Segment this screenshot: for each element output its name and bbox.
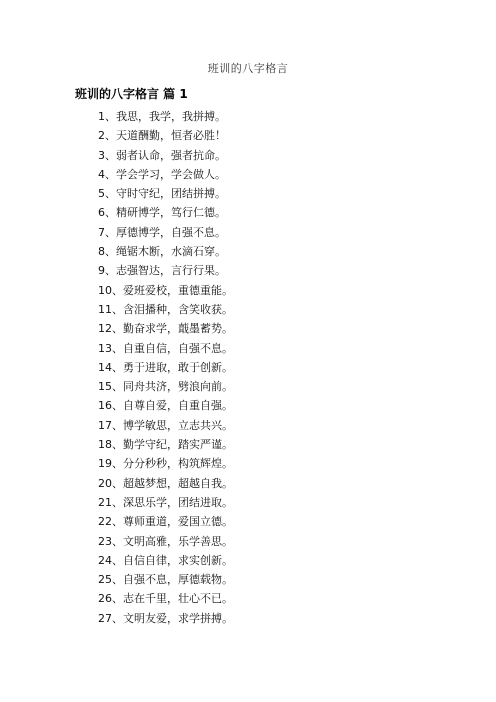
list-item: 1、我思，我学，我拼搏。 — [98, 110, 226, 123]
list-item: 16、自尊自爱，自重自强。 — [98, 399, 233, 413]
list-item: 19、分分秒秒，构筑辉煌。 — [98, 457, 233, 471]
list-item: 3、弱者认命，强者抗命。 — [98, 148, 226, 162]
list-item: 6、精研博学，笃行仁德。 — [98, 206, 226, 220]
motto-list — [98, 107, 233, 628]
list-item: 7、厚德博学，自强不息。 — [98, 225, 226, 239]
list-item: 12、勤奋求学，蕺墨蓄势。 — [98, 322, 233, 336]
list-item: 23、文明高雅，乐学善思。 — [98, 534, 233, 548]
section-heading: 班训的八字格言 篇 1 — [75, 87, 188, 101]
list-item: 27、文明友爱，求学拼搏。 — [98, 611, 233, 625]
list-item: 9、志强智达，言行行果。 — [98, 264, 226, 278]
list-item: 8、绳锯木断，水滴石穿。 — [98, 245, 226, 259]
list-item: 15、同舟共济，劈浪向前。 — [98, 380, 233, 394]
list-item: 14、勇于进取，敢于创新。 — [98, 360, 233, 374]
list-item: 25、自强不息，厚德载物。 — [98, 573, 233, 587]
list-item: 4、学会学习，学会做人。 — [98, 167, 226, 181]
list-item: 17、博学敏思，立志共兴。 — [98, 418, 233, 432]
list-item: 11、含泪播种，含笑收获。 — [98, 302, 233, 316]
list-item: 21、深思乐学，团结进取。 — [98, 495, 233, 509]
list-item: 24、自信自律，求实创新。 — [98, 553, 233, 567]
list-item: 2、天道酬勤，恒者必胜！ — [98, 129, 226, 143]
list-item: 20、超越梦想，超越自我。 — [98, 476, 233, 490]
page-header-title: 班训的八字格言 — [207, 62, 289, 75]
list-item: 26、志在千里，壮心不已。 — [98, 592, 233, 606]
list-item: 18、勤学守纪，踏实严谨。 — [98, 438, 233, 452]
list-item: 22、尊师重道，爱国立德。 — [98, 515, 233, 529]
list-item: 13、自重自信，自强不息。 — [98, 341, 233, 355]
list-item: 10、爱班爱校，重德重能。 — [98, 283, 233, 297]
list-item: 5、守时守纪，团结拼搏。 — [98, 187, 226, 201]
